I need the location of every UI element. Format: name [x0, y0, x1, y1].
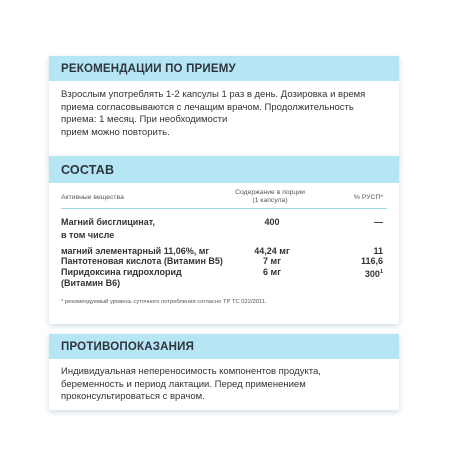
row-amount: 7 мг	[263, 256, 281, 266]
row-name: (Витамин B6)	[61, 278, 121, 288]
contraindications-text	[49, 359, 399, 412]
row-name: магний элементарный 11,06%, мг	[61, 246, 210, 256]
composition-card	[49, 156, 399, 324]
row-pct-superscript: 1	[379, 269, 383, 275]
row-name: Пантотеновая кислота (Витамин B5)	[61, 256, 223, 266]
row-amount: 400	[264, 217, 280, 227]
header-portion-line2: (1 капсула)	[252, 197, 288, 204]
header-active-substances: Активные вещества	[61, 194, 124, 201]
recommendations-title: РЕКОМЕНДАЦИИ ПО ПРИЕМУ	[49, 56, 399, 81]
row-name: Пиридоксина гидрохлорид	[61, 267, 182, 277]
table-row	[61, 246, 387, 256]
footnote: * рекомендуемый уровень суточного потребления согласно ТР ТС 022/2011.	[61, 299, 267, 305]
contraindications-line: Индивидуальная непереносимость компонентов продукта,	[61, 366, 321, 377]
header-portion-line1: Содержание в порции	[235, 189, 305, 196]
recommendations-line: приема: 1 месяц. При необходимости	[61, 114, 228, 125]
header-rda: % РУСП*	[353, 194, 383, 201]
composition-table	[49, 183, 399, 297]
header-portion	[235, 189, 305, 205]
row-amount: 44,24 мг	[254, 246, 290, 256]
composition-title: СОСТАВ	[49, 156, 399, 183]
table-divider	[61, 208, 387, 209]
contraindications-title: ПРОТИВОПОКАЗАНИЯ	[49, 334, 399, 359]
row-amount: 6 мг	[263, 267, 281, 277]
table-row	[61, 256, 387, 267]
composition-table-header	[61, 186, 387, 208]
row-pct: —	[374, 217, 383, 227]
recommendations-line: приема согласовываются с лечащим врачом. Продолжительность	[61, 101, 354, 113]
recommendations-card	[49, 56, 399, 159]
contraindications-card	[49, 334, 399, 410]
table-row	[61, 230, 387, 246]
recommendations-text	[49, 81, 399, 147]
recommendations-line: прием можно повторить.	[61, 126, 170, 138]
table-row	[61, 217, 387, 230]
row-name: в том числе	[61, 230, 115, 240]
row-pct: 11	[373, 246, 383, 256]
row-pct: 116,6	[360, 256, 383, 266]
contraindications-line: беременность и период лактации. Перед применением	[61, 378, 306, 390]
row-name: Магний бисглицинат,	[61, 217, 155, 227]
recommendations-line: Взрослым употреблять 1-2 капсулы 1 раз в день. Дозировка и время	[61, 89, 366, 100]
table-row	[61, 267, 387, 278]
row-pct-value: 300	[364, 269, 380, 279]
table-row	[61, 278, 387, 289]
contraindications-line: проконсультироваться с врачом.	[61, 391, 205, 402]
